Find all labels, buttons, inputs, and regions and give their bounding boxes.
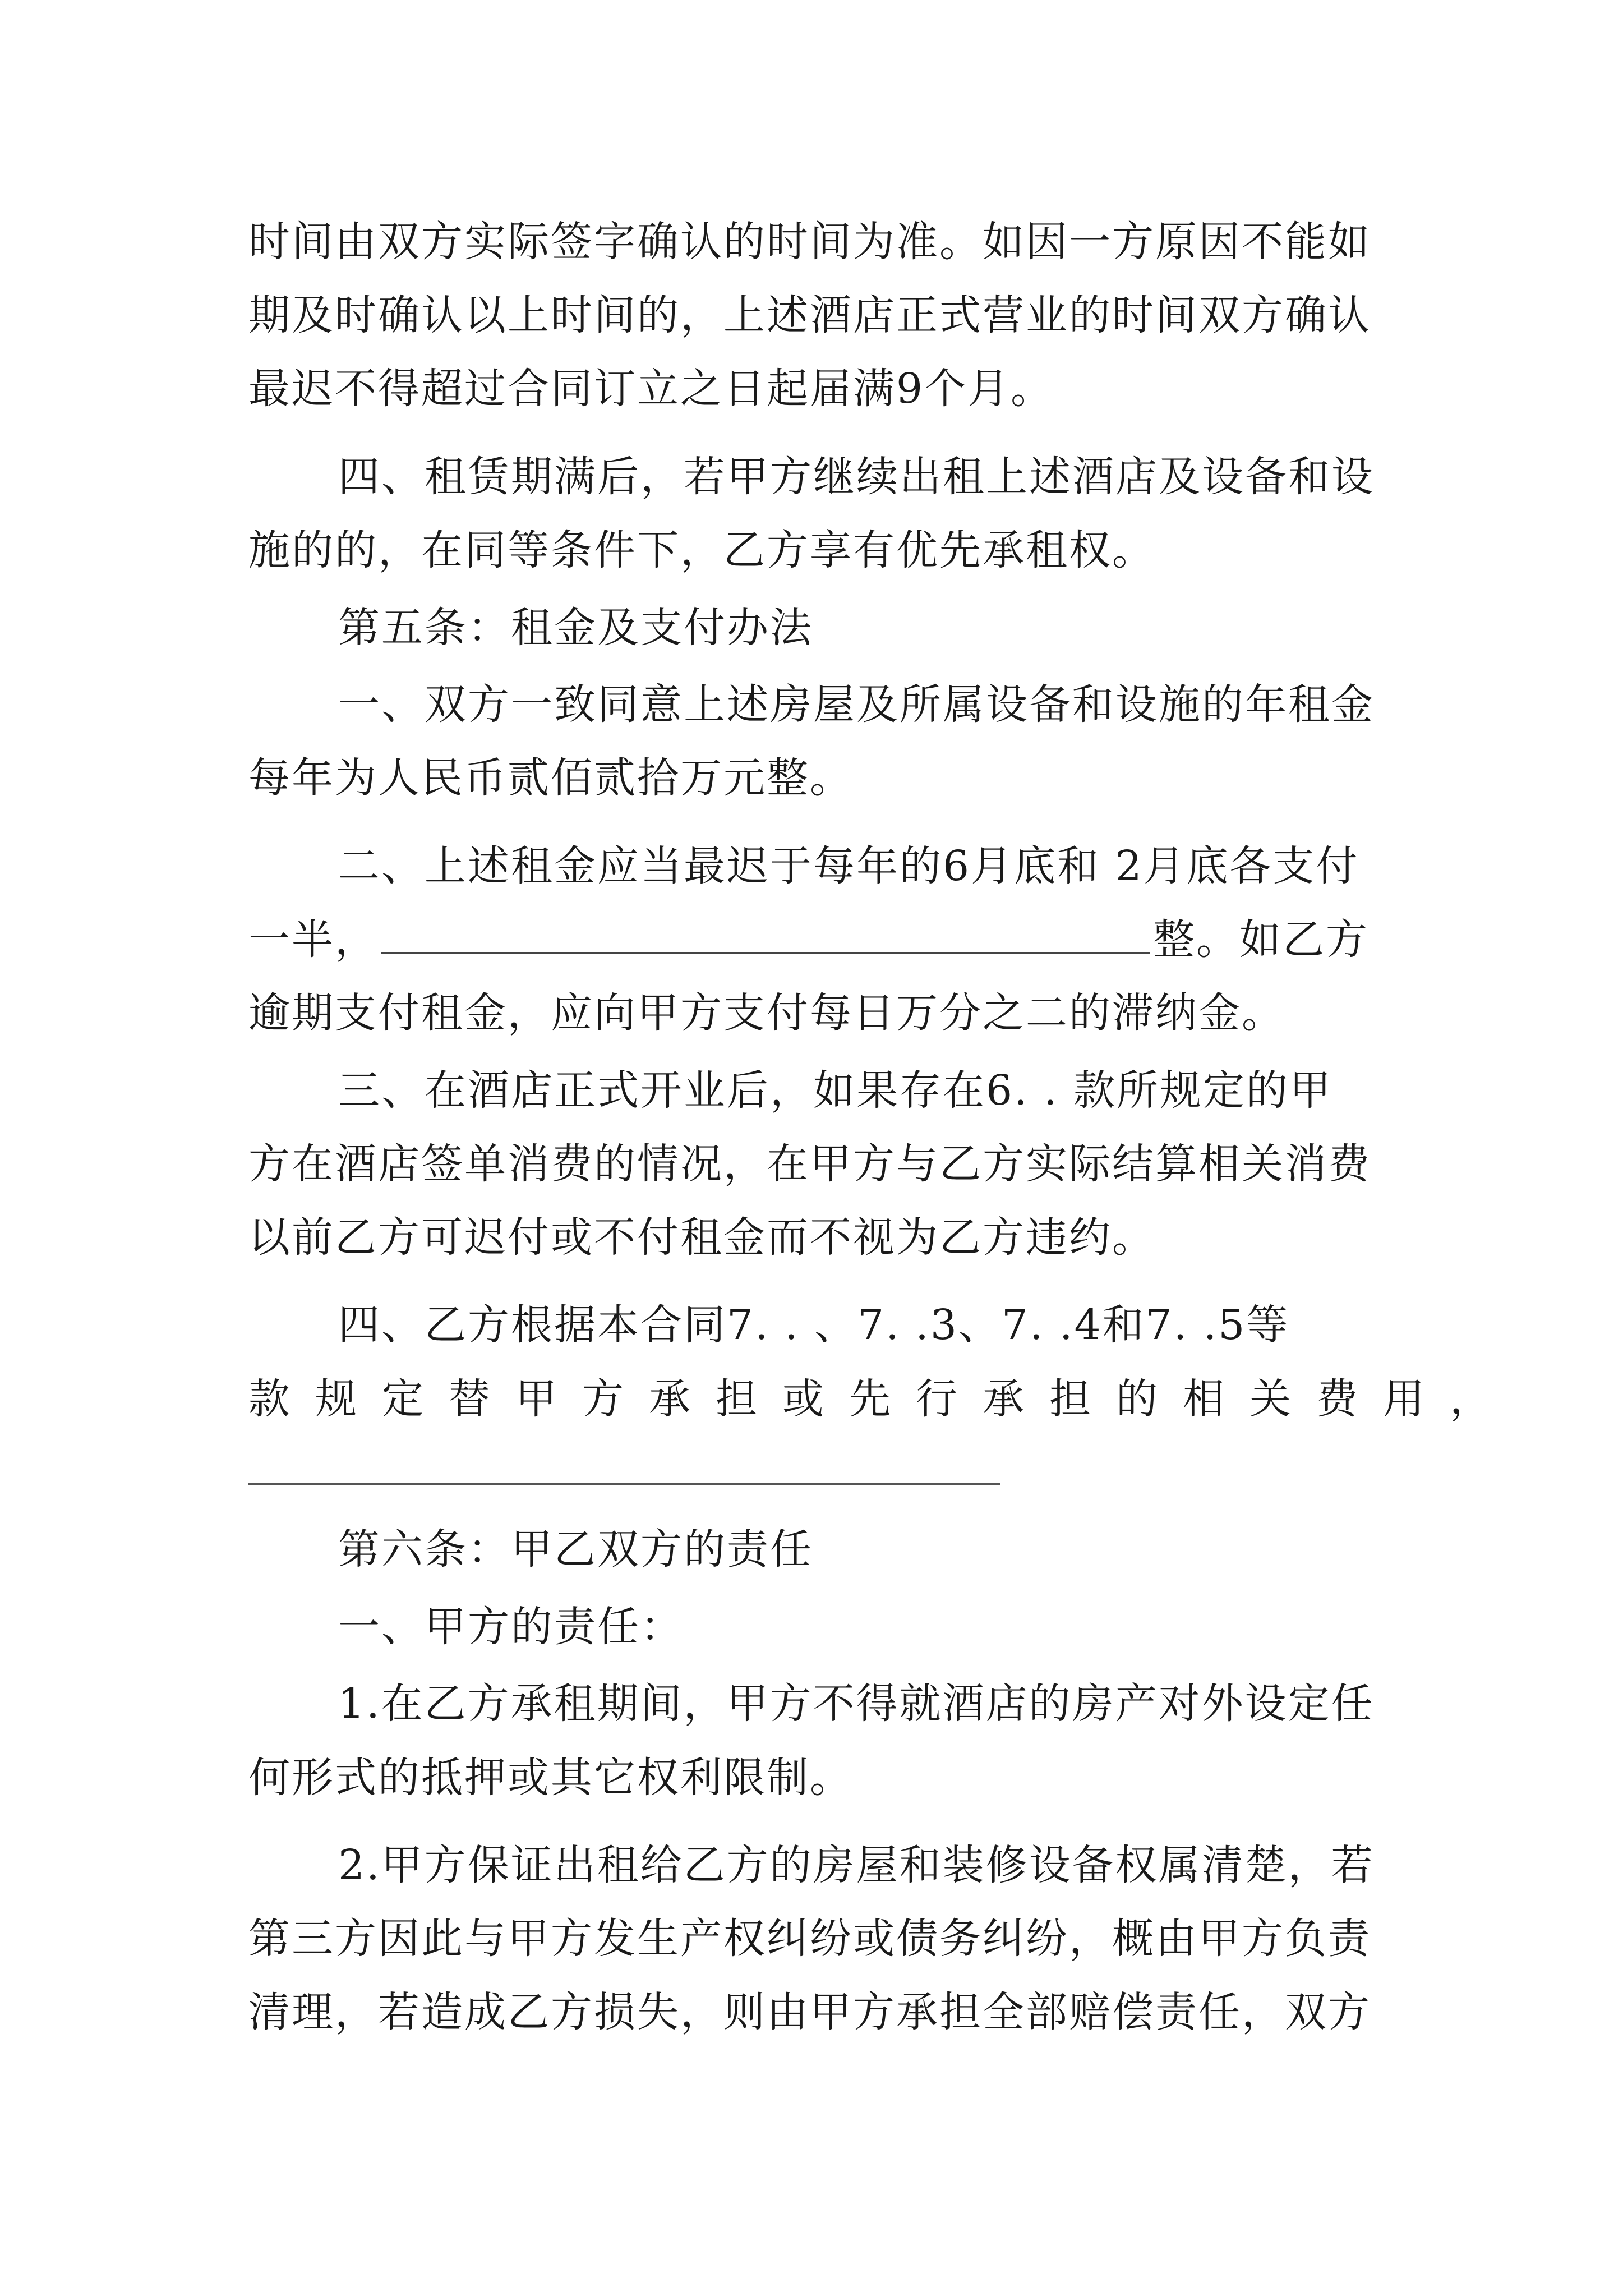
text-line: 时间由双方实际签字确认的时间为准。如因一方原因不能如 [248, 218, 1371, 266]
text-segment: 整。如乙方 [1153, 915, 1369, 964]
text-line: 最迟不得超过合同订立之日起届满9个月。 [248, 365, 1054, 413]
text-line: 期及时确认以上时间的，上述酒店正式营业的时间双方确认 [248, 291, 1371, 339]
section-heading: 第六条：甲乙双方的责任 [338, 1525, 813, 1573]
fill-in-blank [381, 915, 1150, 954]
text-line: 施的的，在同等条件下，乙方享有优先承租权。 [248, 526, 1155, 574]
text-line-with-blank [248, 912, 1387, 968]
separator-rule [248, 1483, 1000, 1485]
text-line: 何形式的抵押或其它权利限制。 [248, 1754, 853, 1802]
text-line: 1.在乙方承租期间，甲方不得就酒店的房产对外设定任 [338, 1680, 1375, 1728]
text-line: 第三方因此与甲方发生产权纠纷或债务纠纷，概由甲方负责 [248, 1915, 1371, 1963]
text-line: 方在酒店签单消费的情况，在甲方与乙方实际结算相关消费 [248, 1140, 1371, 1188]
text-line: 三、在酒店正式开业后，如果存在6. . 款所规定的甲 [338, 1066, 1333, 1115]
section-heading: 第五条：租金及支付办法 [338, 604, 813, 652]
text-line: 一、双方一致同意上述房屋及所属设备和设施的年租金 [338, 680, 1375, 729]
text-line: 一、甲方的责任： [338, 1603, 684, 1651]
text-line: 四、乙方根据本合同7. . 、7. .3、7. .4和7. .5等 [338, 1301, 1290, 1349]
text-line: 四、租赁期满后，若甲方继续出租上述酒店及设备和设 [338, 453, 1375, 501]
text-line: 逾期支付租金，应向甲方支付每日万分之二的滞纳金。 [248, 989, 1285, 1037]
text-segment: 一半， [248, 915, 378, 964]
text-line: 款规定替甲方承担或先行承担的相关费用， [248, 1375, 1516, 1423]
text-line: 每年为人民币贰佰贰拾万元整。 [248, 754, 853, 802]
text-line: 2.甲方保证出租给乙方的房屋和装修设备权属清楚，若 [338, 1841, 1375, 1889]
text-line: 二、上述租金应当最迟于每年的6月底和 2月底各支付 [338, 842, 1359, 890]
text-line: 清理，若造成乙方损失，则由甲方承担全部赔偿责任，双方 [248, 1988, 1371, 2036]
text-line: 以前乙方可迟付或不付租金而不视为乙方违约。 [248, 1213, 1155, 1262]
